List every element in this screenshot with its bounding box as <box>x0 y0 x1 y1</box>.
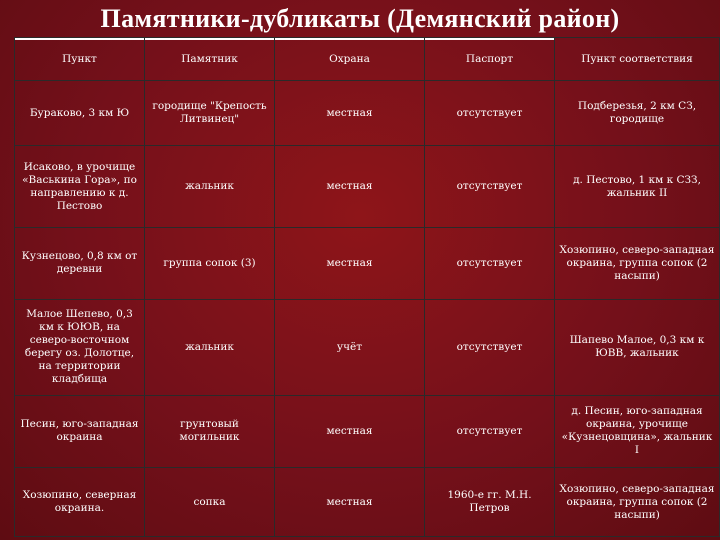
cell-pamyatnik: жальник <box>145 146 275 228</box>
cell-pasport: отсутствует <box>425 146 555 228</box>
cell-pasport: отсутствует <box>425 395 555 468</box>
header-punkt-sootvetstviya: Пункт соответствия <box>555 38 720 81</box>
cell-pamyatnik: городище "Крепость Литвинец" <box>145 81 275 146</box>
cell-okhrana: местная <box>275 81 425 146</box>
cell-pasport: 1960-е гг. М.Н. Петров <box>425 468 555 537</box>
cell-pamyatnik: группа сопок (3) <box>145 227 275 299</box>
cell-punkt-sootvetstviya: Хозюпино, северо-западная окраина, группа сопок (2 насыпи) <box>555 227 720 299</box>
cell-punkt-sootvetstviya: д. Песин, юго-западная окраина, урочище «Кузнецовщина», жальник I <box>555 395 720 468</box>
header-okhrana: Охрана <box>275 38 425 81</box>
cell-punkt: Песин, юго-западная окраина <box>15 395 145 468</box>
cell-pamyatnik: сопка <box>145 468 275 537</box>
cell-okhrana: местная <box>275 395 425 468</box>
cell-punkt: Кузнецово, 0,8 км от деревни <box>15 227 145 299</box>
page-title: Памятники-дубликаты (Демянский район) <box>100 4 620 33</box>
header-pamyatnik: Памятник <box>145 38 275 81</box>
cell-okhrana: местная <box>275 468 425 537</box>
cell-pamyatnik: жальник <box>145 299 275 395</box>
table-header-row <box>15 38 720 81</box>
cell-okhrana: учёт <box>275 299 425 395</box>
table-row <box>15 81 720 146</box>
table-row <box>15 146 720 228</box>
cell-punkt-sootvetstviya: Подберезья, 2 км СЗ, городище <box>555 81 720 146</box>
monuments-table <box>14 37 720 537</box>
table-row <box>15 299 720 395</box>
cell-punkt: Хозюпино, северная окраина. <box>15 468 145 537</box>
table-row <box>15 227 720 299</box>
header-punkt: Пункт <box>15 38 145 81</box>
cell-punkt: Бураково, 3 км Ю <box>15 81 145 146</box>
cell-pasport: отсутствует <box>425 299 555 395</box>
cell-okhrana: местная <box>275 146 425 228</box>
cell-pamyatnik: грунтовый могильник <box>145 395 275 468</box>
cell-punkt-sootvetstviya: д. Пестово, 1 км к СЗЗ, жальник II <box>555 146 720 228</box>
table-row <box>15 468 720 537</box>
cell-okhrana: местная <box>275 227 425 299</box>
table-row <box>15 395 720 468</box>
cell-punkt-sootvetstviya: Хозюпино, северо-западная окраина, группа сопок (2 насыпи) <box>555 468 720 537</box>
cell-pasport: отсутствует <box>425 81 555 146</box>
cell-punkt: Исаково, в урочище «Васькина Гора», по направлению к д. Пестово <box>15 146 145 228</box>
cell-pasport: отсутствует <box>425 227 555 299</box>
header-pasport: Паспорт <box>425 38 555 81</box>
cell-punkt-sootvetstviya: Шапево Малое, 0,3 км к ЮВВ, жальник <box>555 299 720 395</box>
cell-punkt: Малое Шепево, 0,3 км к ЮЮВ, на северо-восточном берегу оз. Долотце, на территории кладбища <box>15 299 145 395</box>
